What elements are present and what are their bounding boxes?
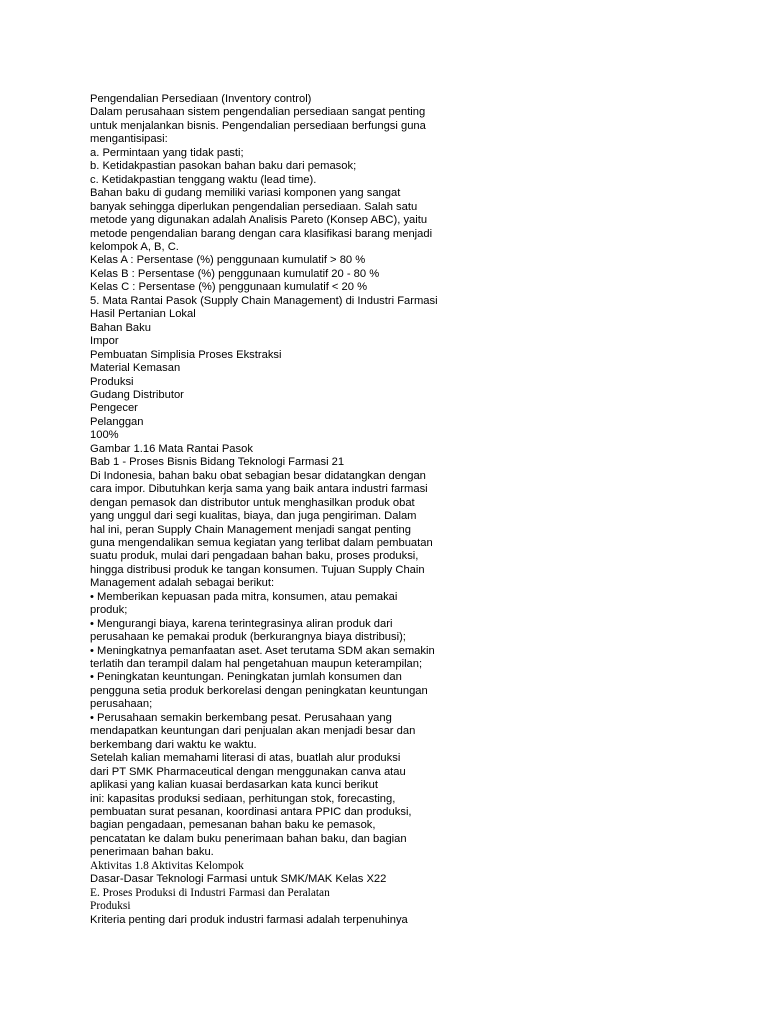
text-line: b. Ketidakpastian pasokan bahan baku dari pemasok;: [90, 160, 357, 173]
text-line: suatu produk, mulai dari pengadaan bahan baku, proses produksi,: [90, 550, 419, 563]
text-line: 100%: [90, 429, 119, 442]
text-line: penerimaan bahan baku.: [90, 846, 214, 859]
text-line: • Meningkatnya pemanfaatan aset. Aset terutama SDM akan semakin: [90, 644, 435, 657]
text-line: cara impor. Dibutuhkan kerja sama yang baik antara industri farmasi: [90, 483, 428, 496]
text-line: Dasar-Dasar Teknologi Farmasi untuk SMK/MAK Kelas X22: [90, 873, 387, 886]
text-line: • Perusahaan semakin berkembang pesat. Perusahaan yang: [90, 711, 392, 724]
text-line: Pengecer: [90, 402, 138, 415]
text-line: E. Proses Produksi di Industri Farmasi dan Peralatan: [90, 886, 330, 899]
text-line: perusahaan ke pemakai produk (berkurangnya biaya distribusi);: [90, 631, 406, 644]
text-line: metode pengendalian barang dengan cara klasifikasi barang menjadi: [90, 227, 433, 240]
text-line: Management adalah sebagai berikut:: [90, 577, 275, 590]
text-line: Produksi: [90, 900, 131, 913]
text-line: Aktivitas 1.8 Aktivitas Kelompok: [90, 859, 244, 872]
document-body: [90, 93, 450, 927]
text-line: Kelas C : Persentase (%) penggunaan kumulatif < 20 %: [90, 281, 368, 294]
text-line: pengguna setia produk berkorelasi dengan peningkatan keuntungan: [90, 684, 428, 697]
text-line: Kriteria penting dari produk industri farmasi adalah terpenuhinya: [90, 913, 408, 926]
text-line: terlatih dan terampil dalam hal pengetahuan maupun keterampilan;: [90, 658, 423, 671]
text-line: Kelas A : Persentase (%) penggunaan kumulatif > 80 %: [90, 254, 366, 267]
text-line: produk;: [90, 604, 128, 617]
text-line: Gudang Distributor: [90, 388, 184, 401]
text-line: • Memberikan kepuasan pada mitra, konsumen, atau pemakai: [90, 590, 398, 603]
text-line: • Mengurangi biaya, karena terintegrasinya aliran produk dari: [90, 617, 393, 630]
text-line: Setelah kalian memahami literasi di atas, buatlah alur produksi: [90, 752, 401, 765]
text-line: Kelas B : Persentase (%) penggunaan kumulatif 20 - 80 %: [90, 267, 380, 280]
text-line: hingga distribusi produk ke tangan konsumen. Tujuan Supply Chain: [90, 563, 425, 576]
text-line: Pembuatan Simplisia Proses Ekstraksi: [90, 348, 282, 361]
text-line: dengan pemasok dan distributor untuk menghasilkan produk obat: [90, 496, 415, 509]
text-line: c. Ketidakpastian tenggang waktu (lead time).: [90, 173, 317, 186]
text-line: pencatatan ke dalam buku penerimaan bahan baku, dan bagian: [90, 832, 407, 845]
text-line: Di Indonesia, bahan baku obat sebagian besar didatangkan dengan: [90, 469, 426, 482]
text-line: aplikasi yang kalian kuasai berdasarkan kata kunci berikut: [90, 779, 378, 792]
text-line: mendapatkan keuntungan dari penjualan akan menjadi besar dan: [90, 725, 416, 738]
text-line: Material Kemasan: [90, 362, 181, 375]
text-line: guna mengendalikan semua kegiatan yang terlibat dalam pembuatan: [90, 536, 433, 549]
text-line: Gambar 1.16 Mata Rantai Pasok: [90, 442, 253, 455]
text-line: hal ini, peran Supply Chain Management menjadi sangat penting: [90, 523, 411, 536]
text-line: 5. Mata Rantai Pasok (Supply Chain Management) di Industri Farmasi: [90, 294, 438, 307]
text-line: kelompok A, B, C.: [90, 240, 179, 253]
text-line: a. Permintaan yang tidak pasti;: [90, 146, 244, 159]
text-line: Pelanggan: [90, 415, 144, 428]
text-line: Bab 1 - Proses Bisnis Bidang Teknologi Farmasi 21: [90, 456, 345, 469]
text-line: Pengendalian Persediaan (Inventory control): [90, 93, 312, 105]
text-line: ini: kapasitas produksi sediaan, perhitungan stok, forecasting,: [90, 792, 396, 805]
text-line: mengantisipasi:: [90, 133, 168, 146]
text-line: perusahaan;: [90, 698, 153, 711]
text-line: untuk menjalankan bisnis. Pengendalian persediaan berfungsi guna: [90, 119, 426, 132]
text-line: metode yang digunakan adalah Analisis Pareto (Konsep ABC), yaitu: [90, 214, 428, 227]
text-line: Dalam perusahaan sistem pengendalian persediaan sangat penting: [90, 106, 426, 119]
text-line: Produksi: [90, 375, 134, 388]
text-line: Bahan baku di gudang memiliki variasi komponen yang sangat: [90, 187, 401, 200]
text-line: yang unggul dari segi kualitas, biaya, dan juga pengiriman. Dalam: [90, 510, 417, 523]
text-line: bagian pengadaan, pemesanan bahan baku ke pemasok,: [90, 819, 376, 832]
text-line: berkembang dari waktu ke waktu.: [90, 738, 257, 751]
text-line: • Peningkatan keuntungan. Peningkatan jumlah konsumen dan: [90, 671, 402, 684]
text-line: Impor: [90, 335, 119, 348]
text-line: pembuatan surat pesanan, koordinasi antara PPIC dan produksi,: [90, 806, 412, 819]
text-line: banyak sehingga diperlukan pengendalian persediaan. Salah satu: [90, 200, 418, 213]
text-line: Bahan Baku: [90, 321, 151, 334]
text-line: dari PT SMK Pharmaceutical dengan menggunakan canva atau: [90, 765, 406, 778]
text-line: Hasil Pertanian Lokal: [90, 308, 196, 321]
